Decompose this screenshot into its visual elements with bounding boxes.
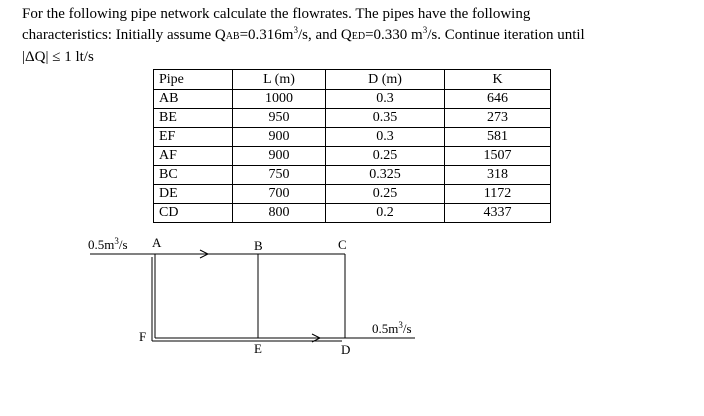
superscript: 3 xyxy=(422,25,428,35)
subscript-ed: ED xyxy=(351,31,366,42)
cell-pipe: CD xyxy=(154,204,233,223)
cell-diameter: 0.25 xyxy=(326,185,445,204)
header-diameter: D (m) xyxy=(326,70,445,90)
superscript: 3 xyxy=(293,25,298,35)
cell-length: 950 xyxy=(233,109,326,128)
outflow-label xyxy=(372,322,412,336)
cell-k: 646 xyxy=(445,90,551,109)
cell-pipe: BC xyxy=(154,166,233,185)
cell-diameter: 0.3 xyxy=(326,90,445,109)
problem-line-2-part: =0.330 m xyxy=(365,27,423,43)
problem-line-2-part: characteristics: Initially assume Q xyxy=(22,27,226,43)
cell-pipe: BE xyxy=(154,109,233,128)
problem-line-1: For the following pipe network calculate the flowrates. The pipes have the following xyxy=(22,6,531,22)
cell-k: 273 xyxy=(445,109,551,128)
cell-k: 1507 xyxy=(445,147,551,166)
problem-line-2-part: =0.316m xyxy=(239,27,294,43)
inflow-unit: /s xyxy=(118,237,128,252)
cell-diameter: 0.25 xyxy=(326,147,445,166)
problem-line-3: |ΔQ| ≤ 1 lt/s xyxy=(22,49,94,65)
superscript: 3 xyxy=(398,320,403,330)
cell-k: 1172 xyxy=(445,185,551,204)
cell-diameter: 0.2 xyxy=(326,204,445,223)
outflow-value: 0.5m xyxy=(372,321,399,336)
problem-line-2-part: /s, and Q xyxy=(297,27,352,43)
node-b-label: B xyxy=(254,238,263,253)
cell-length: 900 xyxy=(233,128,326,147)
subscript-ab: AB xyxy=(225,31,240,42)
node-c-label: C xyxy=(338,237,347,252)
header-length: L (m) xyxy=(233,70,326,90)
header-k: K xyxy=(445,70,551,90)
cell-diameter: 0.35 xyxy=(326,109,445,128)
cell-diameter: 0.3 xyxy=(326,128,445,147)
node-f-label: F xyxy=(139,329,147,344)
cell-length: 700 xyxy=(233,185,326,204)
cell-length: 800 xyxy=(233,204,326,223)
node-d-label: D xyxy=(341,342,351,357)
cell-diameter: 0.325 xyxy=(326,166,445,185)
outflow-unit: /s xyxy=(402,321,412,336)
header-pipe: Pipe xyxy=(154,70,233,90)
cell-length: 900 xyxy=(233,147,326,166)
inflow-label xyxy=(88,238,128,252)
problem-line-2-part: /s. Continue iteration until xyxy=(427,27,585,43)
cell-pipe: DE xyxy=(154,185,233,204)
cell-length: 750 xyxy=(233,166,326,185)
inflow-value: 0.5m xyxy=(88,237,115,252)
cell-k: 581 xyxy=(445,128,551,147)
cell-pipe: AF xyxy=(154,147,233,166)
cell-k: 4337 xyxy=(445,204,551,223)
cell-pipe: AB xyxy=(154,90,233,109)
superscript: 3 xyxy=(114,236,119,246)
cell-k: 318 xyxy=(445,166,551,185)
cell-pipe: EF xyxy=(154,128,233,147)
node-a-label: A xyxy=(152,235,162,250)
node-e-label: E xyxy=(254,341,262,356)
cell-length: 1000 xyxy=(233,90,326,109)
